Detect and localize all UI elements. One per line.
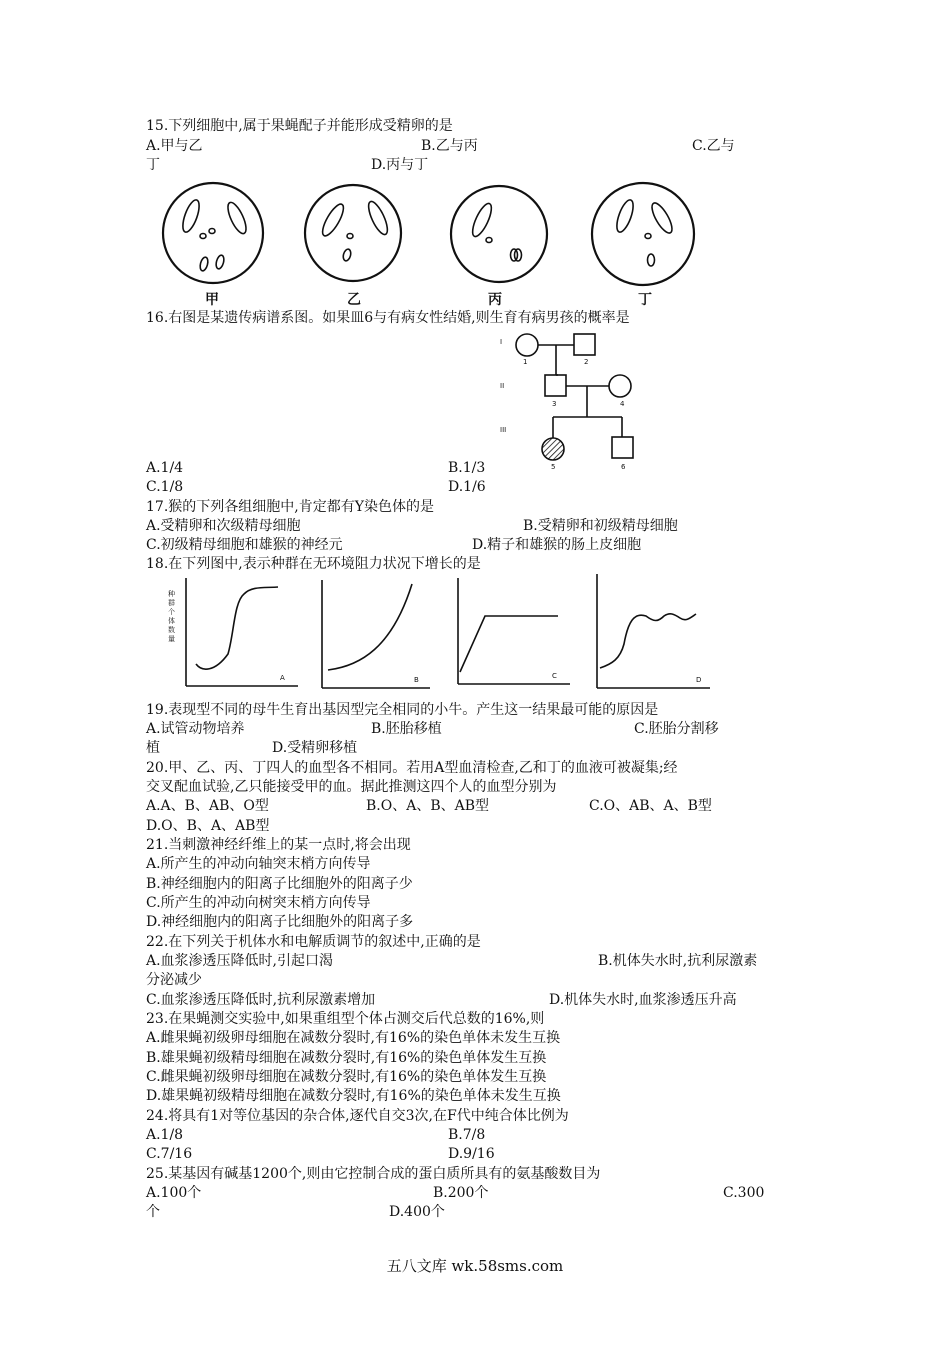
q22-stem: 22.在下列关于机体水和电解质调节的叙述中,正确的是 [146, 934, 481, 950]
q16-person-1: 1 [523, 358, 528, 366]
q21-option-d: D.神经细胞内的阳离子比细胞外的阳离子多 [146, 914, 414, 930]
q17-option-d: D.精子和雄猴的肠上皮细胞 [472, 537, 642, 553]
q18-ylabel [168, 589, 175, 643]
q15-cell-label-2: 乙 [347, 292, 361, 308]
q18-ylabel-char: 量 [168, 635, 175, 643]
q17-option-c: C.初级精母细胞和雄猴的神经元 [146, 537, 343, 553]
q15-cell-label-3: 丙 [488, 292, 502, 308]
q15-option-a: A.甲与乙 [146, 138, 203, 154]
q25-stem: 25.某基因有碱基1200个,则由它控制合成的蛋白质所具有的氨基酸数目为 [146, 1166, 601, 1182]
q23-option-a: A.雌果蝇初级卵母细胞在减数分裂时,有16%的染色单体未发生互换 [146, 1030, 561, 1046]
q24-stem: 24.将具有1对等位基因的杂合体,逐代自交3次,在F代中纯合体比例为 [146, 1108, 569, 1124]
q22-option-c: C.血浆渗透压降低时,抗利尿激素增加 [146, 992, 376, 1008]
q25-option-b: B.200个 [433, 1185, 489, 1201]
q22-option-d: D.机体失水时,血浆渗透压升高 [549, 992, 737, 1008]
q21-option-c: C.所产生的冲动向树突末梢方向传导 [146, 895, 371, 911]
q16-option-a: A.1/4 [146, 460, 184, 476]
q18-graph-label-b: B [414, 676, 419, 684]
q19-option-c-cont: 植 [146, 740, 160, 756]
q19-stem: 19.表现型不同的母牛生育出基因型完全相同的小牛。产生这一结果最可能的原因是 [146, 702, 659, 718]
q15-option-c-cont: 丁 [146, 157, 160, 173]
q18-ylabel-char: 群 [168, 599, 175, 607]
q18-ylabel-char: 种 [168, 590, 175, 598]
q21-stem: 21.当刺激神经纤维上的某一点时,将会出现 [146, 837, 411, 853]
q16-person-3: 3 [552, 400, 557, 408]
footer-watermark: 五八文库 wk.58sms.com [386, 1257, 564, 1275]
q25-option-d: D.400个 [389, 1204, 445, 1220]
q15-option-b: B.乙与丙 [421, 138, 478, 154]
q17-stem: 17.猴的下列各组细胞中,肯定都有Y染色体的是 [146, 499, 434, 515]
q16-gen-label-3: III [500, 426, 507, 434]
q16-person-6: 6 [621, 463, 626, 471]
q16-option-b: B.1/3 [448, 460, 486, 476]
q15-cell-figure [150, 178, 710, 308]
q20-option-b: B.O、A、B、AB型 [366, 798, 490, 814]
q20-option-a: A.A、B、AB、O型 [146, 798, 269, 814]
q22-option-a: A.血浆渗透压降低时,引起口渴 [146, 953, 334, 969]
q15-option-d: D.丙与丁 [371, 157, 429, 173]
q23-option-b: B.雄果蝇初级精母细胞在减数分裂时,有16%的染色单体发生互换 [146, 1050, 547, 1066]
q16-gen-label-2: II [500, 382, 505, 390]
q24-option-d: D.9/16 [448, 1146, 495, 1162]
q22-option-b: B.机体失水时,抗利尿激素 [598, 953, 758, 969]
q16-person-2: 2 [584, 358, 589, 366]
q19-option-d: D.受精卵移植 [272, 740, 358, 756]
q16-person-5: 5 [551, 463, 556, 471]
q20-stem-line2: 交叉配血试验,乙只能接受甲的血。据此推测这四个人的血型分别为 [146, 779, 557, 795]
q18-ylabel-char: 数 [168, 626, 175, 634]
q25-option-a: A.100个 [146, 1185, 202, 1201]
q19-option-b: B.胚胎移植 [371, 721, 442, 737]
q23-option-d: D.雄果蝇初级精母细胞在减数分裂时,有16%的染色单体未发生互换 [146, 1088, 561, 1104]
q24-option-a: A.1/8 [146, 1127, 184, 1143]
q20-option-d: D.O、B、A、AB型 [146, 818, 270, 834]
q23-option-c: C.雌果蝇初级卵母细胞在减数分裂时,有16%的染色单体发生互换 [146, 1069, 547, 1085]
q20-option-c: C.O、AB、A、B型 [589, 798, 712, 814]
q20-stem-line1: 20.甲、乙、丙、丁四人的血型各不相同。若用A型血清检查,乙和丁的血液可被凝集;经 [146, 760, 678, 776]
q18-stem: 18.在下列图中,表示种群在无环境阻力状况下增长的是 [146, 556, 481, 572]
q16-option-d: D.1/6 [448, 479, 486, 495]
q24-option-c: C.7/16 [146, 1146, 193, 1162]
q16-option-c: C.1/8 [146, 479, 184, 495]
q18-ylabel-char: 个 [168, 608, 175, 616]
q15-cell-label-4: 丁 [638, 292, 652, 308]
q18-graph-label-a: A [280, 674, 285, 682]
q19-option-a: A.试管动物培养 [146, 721, 245, 737]
q18-growth-curves [160, 574, 720, 694]
q15-cell-label-1: 甲 [205, 292, 219, 308]
q21-option-a: A.所产生的冲动向轴突末梢方向传导 [146, 856, 371, 872]
q21-option-b: B.神经细胞内的阳离子比细胞外的阳离子少 [146, 876, 413, 892]
q19-option-c: C.胚胎分割移 [634, 721, 719, 737]
q18-graph-label-c: C [552, 672, 557, 680]
q16-gen-label-1: I [500, 338, 503, 346]
q17-option-a: A.受精卵和次级精母细胞 [146, 518, 301, 534]
q17-option-b: B.受精卵和初级精母细胞 [523, 518, 678, 534]
q18-graph-label-d: D [696, 676, 702, 684]
q18-ylabel-char: 体 [168, 617, 175, 625]
q22-option-b-cont: 分泌减少 [146, 972, 202, 988]
q25-option-c-cont: 个 [146, 1204, 160, 1220]
q15-stem: 15.下列细胞中,属于果蝇配子并能形成受精卵的是 [146, 118, 453, 134]
q24-option-b: B.7/8 [448, 1127, 486, 1143]
q16-pedigree-chart [490, 330, 650, 475]
q15-option-c: C.乙与 [692, 138, 735, 154]
q16-stem: 16.右图是某遗传病谱系图。如果皿6与有病女性结婚,则生育有病男孩的概率是 [146, 310, 630, 326]
q25-option-c: C.300 [723, 1185, 765, 1201]
q16-person-4: 4 [620, 400, 625, 408]
q23-stem: 23.在果蝇测交实验中,如果重组型个体占测交后代总数的16%,则 [146, 1011, 545, 1027]
